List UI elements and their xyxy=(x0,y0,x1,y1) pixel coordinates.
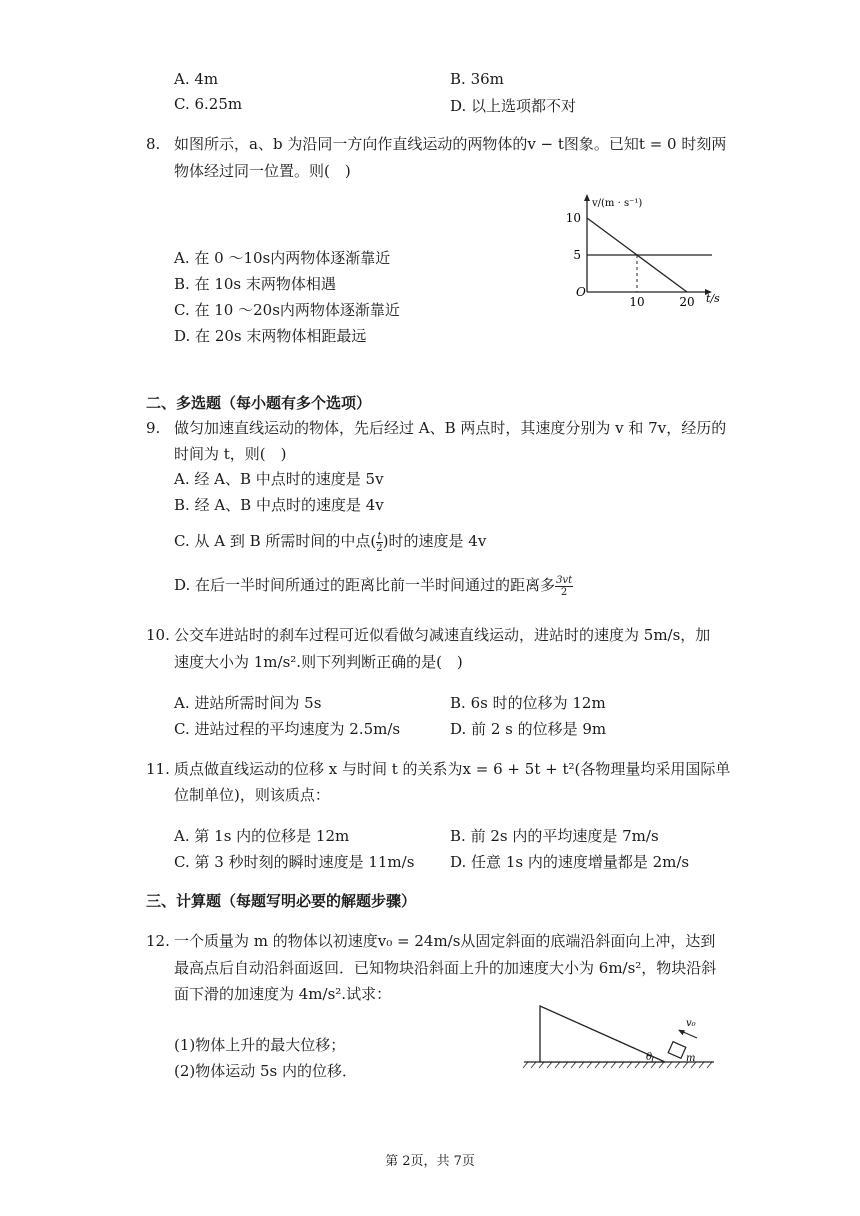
q12-stem-line2: 最高点后自动沿斜面返回．已知物块沿斜面上升的加速度大小为 6m/s²，物块沿斜 xyxy=(174,959,717,977)
y-tick-5: 5 xyxy=(573,248,581,262)
ground-hatching xyxy=(523,1062,712,1068)
q11-option-d: D. 任意 1s 内的速度增量都是 2m/s xyxy=(450,853,690,871)
q10-stem-line1: 公交车进站时的刹车过程可近似看做匀减速直线运动，进站时的速度为 5m/s，加 xyxy=(174,626,711,644)
mass-label: m xyxy=(686,1053,696,1064)
q9-option-c: C. 从 A 到 B 所需时间的中点( $\frac{t}{2}$ )时的速度是 4v xyxy=(174,530,487,554)
q8-option-c: C. 在 10 ～20s内两物体逐渐靠近 xyxy=(174,301,400,319)
fraction-t-over-2: $\frac{t}{2}$ xyxy=(376,530,383,554)
q7-option-b: B. 36m xyxy=(450,70,504,88)
q9-option-b: B. 经 A、B 中点时的速度是 4v xyxy=(174,496,384,514)
q8-number: 8. xyxy=(146,135,161,153)
angle-label: θ xyxy=(646,1052,653,1063)
q11-option-b: B. 前 2s 内的平均速度是 7m/s xyxy=(450,827,659,845)
q10-number: 10. xyxy=(146,626,170,644)
q10-option-d: D. 前 2 s 的位移是 9m xyxy=(450,720,607,738)
q11-stem-line2: 位制单位)，则该质点： xyxy=(174,786,330,804)
q8-option-a: A. 在 0 ～10s内两物体逐渐靠近 xyxy=(174,249,391,267)
q9-number: 9. xyxy=(146,419,161,437)
y-tick-10: 10 xyxy=(565,211,581,225)
q10-option-c: C. 进站过程的平均速度为 2.5m/s xyxy=(174,720,401,738)
q11-stem-line1: 质点做直线运动的位移 x 与时间 t 的关系为x = 6 + 5t + t²(各物理量均采用国际单 xyxy=(174,760,731,778)
q9-option-a: A. 经 A、B 中点时的速度是 5v xyxy=(174,470,384,488)
q8-stem-line1: 如图所示，a、b 为沿同一方向作直线运动的两物体的v − t图象。已知t = 0 时刻两 xyxy=(174,135,727,153)
origin-label: O xyxy=(576,285,586,299)
q9-stem-line2: 时间为 t，则( ) xyxy=(174,445,287,463)
q10-option-b: B. 6s 时的位移为 12m xyxy=(450,694,606,712)
q11-option-c: C. 第 3 秒时刻的瞬时速度是 11m/s xyxy=(174,853,415,871)
q7-option-d: D. 以上选项都不对 xyxy=(450,97,577,115)
y-axis-label: v/(m · s⁻¹) xyxy=(592,198,643,209)
q12-sub-question-2: (2)物体运动 5s 内的位移． xyxy=(174,1062,358,1080)
q9-option-d: D. 在后一半时间所通过的距离比前一半时间通过的距离多 $\frac{3vt}{2}$ xyxy=(174,574,573,598)
q10-stem-line2: 速度大小为 1m/s².则下列判断正确的是( ) xyxy=(174,653,463,671)
velocity-label: v₀ xyxy=(686,1018,696,1029)
q7-option-c: C. 6.25m xyxy=(174,95,243,113)
section-3-title: 三、计算题（每题写明必要的解题步骤） xyxy=(146,892,417,910)
x-axis-label: t/s xyxy=(706,292,720,305)
q12-incline-figure xyxy=(520,1000,720,1078)
q8-stem-line2: 物体经过同一位置。则( ) xyxy=(174,162,351,180)
q11-option-a: A. 第 1s 内的位移是 12m xyxy=(174,827,350,845)
q9-stem-line1: 做匀加速直线运动的物体，先后经过 A、B 两点时，其速度分别为 v 和 7v，经历的 xyxy=(174,419,727,437)
q12-sub-question-1: (1)物体上升的最大位移； xyxy=(174,1036,346,1054)
page-number-footer: 第 2页，共 7页 xyxy=(385,1154,475,1169)
x-tick-10: 10 xyxy=(629,295,645,309)
q8-option-d: D. 在 20s 末两物体相距最远 xyxy=(174,327,367,345)
block-m xyxy=(668,1042,686,1059)
q8-option-b: B. 在 10s 末两物体相遇 xyxy=(174,275,336,293)
q12-number: 12. xyxy=(146,932,170,950)
y-axis-arrow xyxy=(584,194,590,201)
q11-number: 11. xyxy=(146,760,170,778)
x-tick-20: 20 xyxy=(679,295,695,309)
q12-stem-line3: 面下滑的加速度为 4m/s².试求： xyxy=(174,985,392,1003)
q12-stem-line1: 一个质量为 m 的物体以初速度v₀ = 24m/s从固定斜面的底端沿斜面向上冲，达到 xyxy=(174,932,716,950)
fraction-3vt-over-2: $\frac{3vt}{2}$ xyxy=(556,574,573,598)
q10-option-a: A. 进站所需时间为 5s xyxy=(174,694,322,712)
q7-option-a: A. 4m xyxy=(174,70,219,88)
section-2-title: 二、多选题（每小题有多个选项） xyxy=(146,394,372,412)
q8-vt-graph xyxy=(560,190,730,315)
